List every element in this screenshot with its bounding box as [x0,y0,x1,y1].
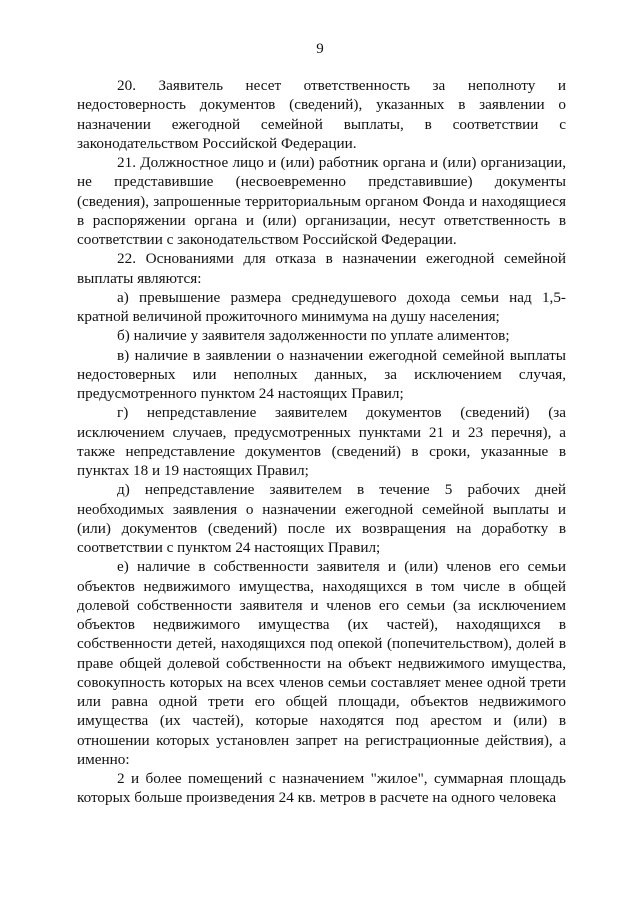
item-b: б) наличие у заявителя задолженности по уплате алиментов; [117,327,510,345]
item-e: е) наличие в собственности заявителя и (или) членов его семьи объектов недвижимого имущества, находящихся в том числе в общей долевой собственности заявителя и членов его семьи (за исключением объектов недвижимого имущества (их частей), находящихся в собственности детей, находящихся под опекой (попечительством), долей в праве общей долевой собственности на объект недвижимого имущества, совокупность которых на всех членов семьи составляет менее одной трети или равна одной трети его общей площади, объектов недвижимого имущества (их частей), которые находятся под арестом и (или) в отношении которых установлен запрет на регистрационные действия), а именно: [77,558,566,768]
item-v: в) наличие в заявлении о назначении ежегодной семейной выплаты недостоверных или неполных данных, за исключением случая, предусмотренного пунктом 24 настоящих Правил; [77,346,566,402]
paragraph-22: 22. Основаниями для отказа в назначении ежегодной семейной выплаты являются: [77,250,566,287]
item-e-subclause: 2 и более помещений с назначением "жилое", суммарная площадь которых больше произведения 24 кв. метров в расчете на одного человека [77,770,566,807]
item-d: д) непредставление заявителем в течение 5 рабочих дней необходимых заявления о назначении ежегодной семейной выплаты и (или) документов (сведений) после их возвращения на доработку в соответствии с пунктом 24 настоящих Правил; [77,481,566,556]
paragraph-20: 20. Заявитель несет ответственность за неполноту и недостоверность документов (сведений), указанных в заявлении о назначении ежегодной семейной выплаты, в соответствии с законодательством Российской Федерации. [77,77,566,152]
paragraph-21: 21. Должностное лицо и (или) работник органа и (или) организации, не представившие (несвоевременно представившие) документы (сведения), запрошенные территориальным органом Фонда и находящиеся в распоряжении органа и (или) организации, несут ответственность в соответствии с законодательством Российской Федерации. [77,154,566,248]
page-number: 9 [316,41,324,57]
document-body [77,76,566,808]
item-g: г) непредставление заявителем документов (сведений) (за исключением случаев, предусмотренных пунктами 21 и 23 перечня), а также непредставление документов (сведений) в сроки, указанные в пунктах 18 и 19 настоящих Правил; [77,404,566,479]
item-a: а) превышение размера среднедушевого дохода семьи над 1,5-кратной величиной прожиточного минимума на душу населения; [77,288,566,325]
